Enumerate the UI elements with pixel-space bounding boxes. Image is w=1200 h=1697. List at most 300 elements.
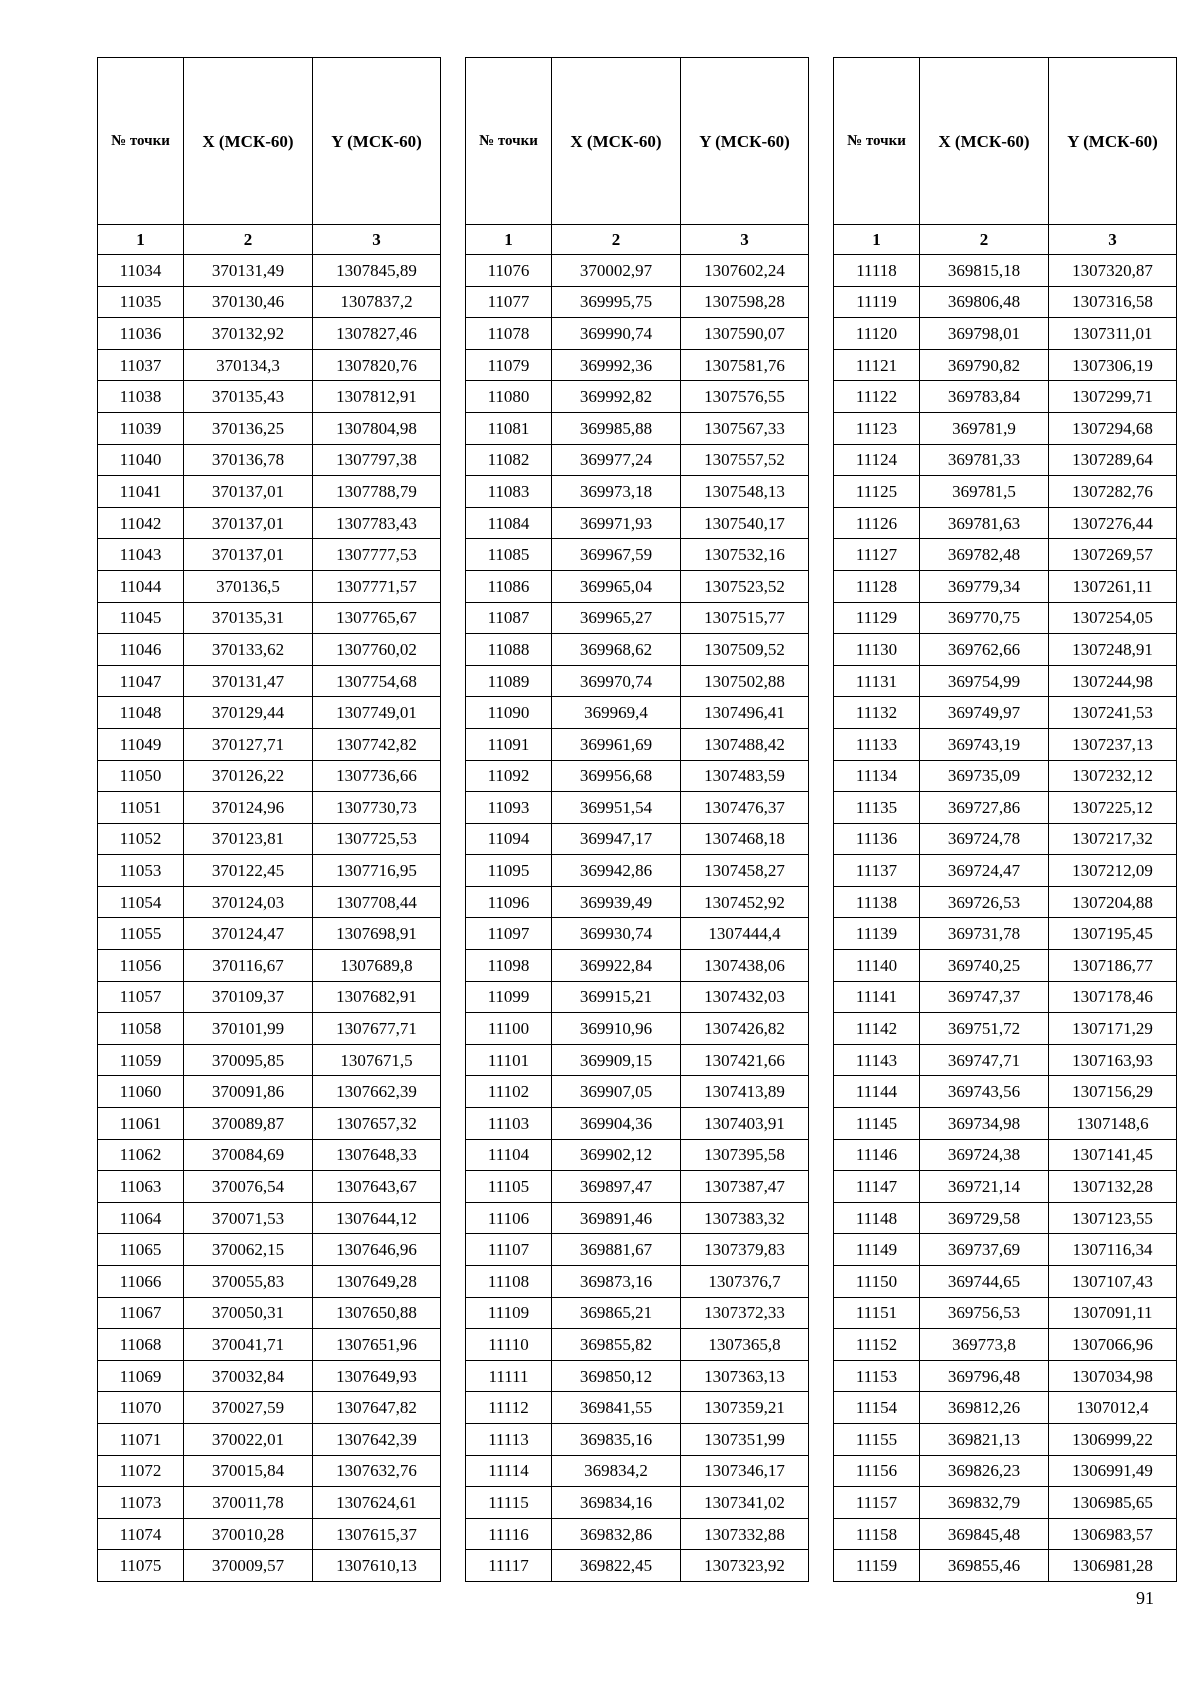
x-coordinate-cell: 370131,47 bbox=[184, 665, 313, 697]
y-coordinate-cell: 1307749,01 bbox=[313, 697, 441, 729]
x-coordinate-cell: 369749,97 bbox=[920, 697, 1049, 729]
y-coordinate-cell: 1307496,41 bbox=[681, 697, 809, 729]
table-row bbox=[98, 792, 441, 824]
point-number-cell: 11143 bbox=[834, 1044, 920, 1076]
point-number-cell: 11145 bbox=[834, 1108, 920, 1140]
x-coordinate-cell: 369850,12 bbox=[552, 1360, 681, 1392]
x-coordinate-cell: 370132,92 bbox=[184, 318, 313, 350]
coordinates-table-1 bbox=[97, 57, 441, 1582]
table-row bbox=[834, 1297, 1177, 1329]
x-coordinate-cell: 369951,54 bbox=[552, 792, 681, 824]
table-row bbox=[466, 1550, 809, 1582]
y-coordinate-cell: 1307610,13 bbox=[313, 1550, 441, 1582]
table-row bbox=[98, 255, 441, 287]
table-row bbox=[98, 950, 441, 982]
y-coordinate-cell: 1307488,42 bbox=[681, 728, 809, 760]
y-coordinate-cell: 1307282,76 bbox=[1049, 476, 1177, 508]
table-row bbox=[834, 1234, 1177, 1266]
x-coordinate-cell: 369731,78 bbox=[920, 918, 1049, 950]
y-coordinate-cell: 1307532,16 bbox=[681, 539, 809, 571]
table-row bbox=[466, 1392, 809, 1424]
table-row bbox=[834, 1076, 1177, 1108]
x-coordinate-cell: 369956,68 bbox=[552, 760, 681, 792]
column-index: 2 bbox=[552, 225, 681, 255]
x-coordinate-cell: 369904,36 bbox=[552, 1108, 681, 1140]
y-coordinate-cell: 1307651,96 bbox=[313, 1329, 441, 1361]
y-coordinate-cell: 1307662,39 bbox=[313, 1076, 441, 1108]
point-number-cell: 11084 bbox=[466, 507, 552, 539]
x-coordinate-cell: 369727,86 bbox=[920, 792, 1049, 824]
point-number-cell: 11139 bbox=[834, 918, 920, 950]
table-row bbox=[98, 1234, 441, 1266]
y-coordinate-cell: 1307716,95 bbox=[313, 855, 441, 887]
table-row bbox=[834, 602, 1177, 634]
table-row bbox=[466, 1202, 809, 1234]
point-number-cell: 11118 bbox=[834, 255, 920, 287]
point-number-cell: 11140 bbox=[834, 950, 920, 982]
table-row bbox=[466, 665, 809, 697]
x-coordinate-cell: 370101,99 bbox=[184, 1013, 313, 1045]
y-coordinate-cell: 1307797,38 bbox=[313, 444, 441, 476]
table-row bbox=[834, 476, 1177, 508]
point-number-cell: 11044 bbox=[98, 570, 184, 602]
header-point-number: № точки bbox=[834, 58, 920, 225]
x-coordinate-cell: 369832,86 bbox=[552, 1518, 681, 1550]
y-coordinate-cell: 1307225,12 bbox=[1049, 792, 1177, 824]
y-coordinate-cell: 1307502,88 bbox=[681, 665, 809, 697]
x-coordinate-cell: 370124,47 bbox=[184, 918, 313, 950]
table-row bbox=[98, 1423, 441, 1455]
y-coordinate-cell: 1307567,33 bbox=[681, 412, 809, 444]
point-number-cell: 11119 bbox=[834, 286, 920, 318]
table-row bbox=[98, 476, 441, 508]
table-row bbox=[98, 1518, 441, 1550]
y-coordinate-cell: 1307483,59 bbox=[681, 760, 809, 792]
x-coordinate-cell: 369973,18 bbox=[552, 476, 681, 508]
x-coordinate-cell: 369762,66 bbox=[920, 634, 1049, 666]
point-number-cell: 11148 bbox=[834, 1202, 920, 1234]
y-coordinate-cell: 1307379,83 bbox=[681, 1234, 809, 1266]
x-coordinate-cell: 369907,05 bbox=[552, 1076, 681, 1108]
y-coordinate-cell: 1307837,2 bbox=[313, 286, 441, 318]
x-coordinate-cell: 370123,81 bbox=[184, 823, 313, 855]
y-coordinate-cell: 1307376,7 bbox=[681, 1266, 809, 1298]
y-coordinate-cell: 1307647,82 bbox=[313, 1392, 441, 1424]
y-coordinate-cell: 1307725,53 bbox=[313, 823, 441, 855]
point-number-cell: 11095 bbox=[466, 855, 552, 887]
table-row bbox=[834, 318, 1177, 350]
table-row bbox=[834, 697, 1177, 729]
coordinates-table-2 bbox=[465, 57, 809, 1582]
table-row bbox=[466, 1044, 809, 1076]
y-coordinate-cell: 1307383,32 bbox=[681, 1202, 809, 1234]
point-number-cell: 11124 bbox=[834, 444, 920, 476]
point-number-cell: 11109 bbox=[466, 1297, 552, 1329]
point-number-cell: 11086 bbox=[466, 570, 552, 602]
y-coordinate-cell: 1307346,17 bbox=[681, 1455, 809, 1487]
table-row bbox=[466, 950, 809, 982]
x-coordinate-cell: 370084,69 bbox=[184, 1139, 313, 1171]
table-row bbox=[466, 255, 809, 287]
table-row bbox=[834, 886, 1177, 918]
table-row bbox=[466, 1360, 809, 1392]
y-coordinate-cell: 1307777,53 bbox=[313, 539, 441, 571]
x-coordinate-cell: 369897,47 bbox=[552, 1171, 681, 1203]
y-coordinate-cell: 1307351,99 bbox=[681, 1423, 809, 1455]
x-coordinate-cell: 369743,56 bbox=[920, 1076, 1049, 1108]
point-number-cell: 11069 bbox=[98, 1360, 184, 1392]
x-coordinate-cell: 370136,25 bbox=[184, 412, 313, 444]
y-coordinate-cell: 1307643,67 bbox=[313, 1171, 441, 1203]
table-row bbox=[834, 728, 1177, 760]
point-number-cell: 11158 bbox=[834, 1518, 920, 1550]
point-number-cell: 11135 bbox=[834, 792, 920, 824]
y-coordinate-cell: 1307760,02 bbox=[313, 634, 441, 666]
point-number-cell: 11106 bbox=[466, 1202, 552, 1234]
table-row bbox=[834, 412, 1177, 444]
table-row bbox=[98, 760, 441, 792]
y-coordinate-cell: 1307444,4 bbox=[681, 918, 809, 950]
y-coordinate-cell: 1307615,37 bbox=[313, 1518, 441, 1550]
y-coordinate-cell: 1307646,96 bbox=[313, 1234, 441, 1266]
y-coordinate-cell: 1307289,64 bbox=[1049, 444, 1177, 476]
y-coordinate-cell: 1307421,66 bbox=[681, 1044, 809, 1076]
y-coordinate-cell: 1307648,33 bbox=[313, 1139, 441, 1171]
table-row bbox=[466, 728, 809, 760]
y-coordinate-cell: 1307649,93 bbox=[313, 1360, 441, 1392]
table-row bbox=[466, 539, 809, 571]
point-number-cell: 11137 bbox=[834, 855, 920, 887]
table-row bbox=[98, 444, 441, 476]
point-number-cell: 11110 bbox=[466, 1329, 552, 1361]
point-number-cell: 11087 bbox=[466, 602, 552, 634]
table-row bbox=[834, 855, 1177, 887]
table-row bbox=[834, 1013, 1177, 1045]
point-number-cell: 11045 bbox=[98, 602, 184, 634]
point-number-cell: 11153 bbox=[834, 1360, 920, 1392]
point-number-cell: 11085 bbox=[466, 539, 552, 571]
y-coordinate-cell: 1306983,57 bbox=[1049, 1518, 1177, 1550]
x-coordinate-cell: 369990,74 bbox=[552, 318, 681, 350]
y-coordinate-cell: 1307186,77 bbox=[1049, 950, 1177, 982]
x-coordinate-cell: 369881,67 bbox=[552, 1234, 681, 1266]
x-coordinate-cell: 369977,24 bbox=[552, 444, 681, 476]
point-number-cell: 11138 bbox=[834, 886, 920, 918]
point-number-cell: 11082 bbox=[466, 444, 552, 476]
y-coordinate-cell: 1307682,91 bbox=[313, 981, 441, 1013]
point-number-cell: 11068 bbox=[98, 1329, 184, 1361]
x-coordinate-cell: 369855,46 bbox=[920, 1550, 1049, 1582]
point-number-cell: 11034 bbox=[98, 255, 184, 287]
y-coordinate-cell: 1307217,32 bbox=[1049, 823, 1177, 855]
y-coordinate-cell: 1307426,82 bbox=[681, 1013, 809, 1045]
point-number-cell: 11126 bbox=[834, 507, 920, 539]
x-coordinate-cell: 369724,78 bbox=[920, 823, 1049, 855]
table-row bbox=[98, 602, 441, 634]
point-number-cell: 11154 bbox=[834, 1392, 920, 1424]
y-coordinate-cell: 1307698,91 bbox=[313, 918, 441, 950]
point-number-cell: 11112 bbox=[466, 1392, 552, 1424]
y-coordinate-cell: 1307476,37 bbox=[681, 792, 809, 824]
point-number-cell: 11098 bbox=[466, 950, 552, 982]
x-coordinate-cell: 369995,75 bbox=[552, 286, 681, 318]
column-index: 1 bbox=[98, 225, 184, 255]
y-coordinate-cell: 1307372,33 bbox=[681, 1297, 809, 1329]
table-row bbox=[834, 381, 1177, 413]
y-coordinate-cell: 1307178,46 bbox=[1049, 981, 1177, 1013]
x-coordinate-cell: 370076,54 bbox=[184, 1171, 313, 1203]
x-coordinate-cell: 369922,84 bbox=[552, 950, 681, 982]
x-coordinate-cell: 369729,58 bbox=[920, 1202, 1049, 1234]
point-number-cell: 11083 bbox=[466, 476, 552, 508]
x-coordinate-cell: 369985,88 bbox=[552, 412, 681, 444]
column-index: 3 bbox=[681, 225, 809, 255]
table-row bbox=[98, 1297, 441, 1329]
x-coordinate-cell: 369737,69 bbox=[920, 1234, 1049, 1266]
x-coordinate-cell: 370136,78 bbox=[184, 444, 313, 476]
y-coordinate-cell: 1307232,12 bbox=[1049, 760, 1177, 792]
x-coordinate-cell: 369721,14 bbox=[920, 1171, 1049, 1203]
point-number-cell: 11101 bbox=[466, 1044, 552, 1076]
table-row bbox=[834, 760, 1177, 792]
x-coordinate-cell: 370131,49 bbox=[184, 255, 313, 287]
x-coordinate-cell: 370133,62 bbox=[184, 634, 313, 666]
y-coordinate-cell: 1307359,21 bbox=[681, 1392, 809, 1424]
table-row bbox=[834, 444, 1177, 476]
point-number-cell: 11056 bbox=[98, 950, 184, 982]
column-index: 3 bbox=[313, 225, 441, 255]
point-number-cell: 11146 bbox=[834, 1139, 920, 1171]
column-index: 2 bbox=[920, 225, 1049, 255]
table-row bbox=[98, 1392, 441, 1424]
y-coordinate-cell: 1307132,28 bbox=[1049, 1171, 1177, 1203]
y-coordinate-cell: 1307708,44 bbox=[313, 886, 441, 918]
table-row bbox=[98, 1171, 441, 1203]
y-coordinate-cell: 1307395,58 bbox=[681, 1139, 809, 1171]
table-row bbox=[98, 918, 441, 950]
x-coordinate-cell: 370022,01 bbox=[184, 1423, 313, 1455]
x-coordinate-cell: 369841,55 bbox=[552, 1392, 681, 1424]
y-coordinate-cell: 1307804,98 bbox=[313, 412, 441, 444]
table-row bbox=[98, 349, 441, 381]
point-number-cell: 11097 bbox=[466, 918, 552, 950]
table-row bbox=[466, 476, 809, 508]
table-row bbox=[466, 855, 809, 887]
header-x: X (МСК-60) bbox=[920, 58, 1049, 225]
y-coordinate-cell: 1306999,22 bbox=[1049, 1423, 1177, 1455]
table-row bbox=[466, 1487, 809, 1519]
x-coordinate-cell: 369834,16 bbox=[552, 1487, 681, 1519]
y-coordinate-cell: 1307632,76 bbox=[313, 1455, 441, 1487]
x-coordinate-cell: 369734,98 bbox=[920, 1108, 1049, 1140]
page-number: 91 bbox=[1136, 1588, 1154, 1608]
x-coordinate-cell: 370124,03 bbox=[184, 886, 313, 918]
x-coordinate-cell: 370055,83 bbox=[184, 1266, 313, 1298]
point-number-cell: 11050 bbox=[98, 760, 184, 792]
y-coordinate-cell: 1307730,73 bbox=[313, 792, 441, 824]
y-coordinate-cell: 1307689,8 bbox=[313, 950, 441, 982]
y-coordinate-cell: 1307332,88 bbox=[681, 1518, 809, 1550]
point-number-cell: 11079 bbox=[466, 349, 552, 381]
point-number-cell: 11042 bbox=[98, 507, 184, 539]
table-row bbox=[98, 886, 441, 918]
table-row bbox=[466, 886, 809, 918]
header-x: X (МСК-60) bbox=[184, 58, 313, 225]
point-number-cell: 11057 bbox=[98, 981, 184, 1013]
table-row bbox=[834, 823, 1177, 855]
y-coordinate-cell: 1307458,27 bbox=[681, 855, 809, 887]
y-coordinate-cell: 1307107,43 bbox=[1049, 1266, 1177, 1298]
x-coordinate-cell: 369782,48 bbox=[920, 539, 1049, 571]
x-coordinate-cell: 369821,13 bbox=[920, 1423, 1049, 1455]
x-coordinate-cell: 369939,49 bbox=[552, 886, 681, 918]
x-coordinate-cell: 369965,27 bbox=[552, 602, 681, 634]
x-coordinate-cell: 370002,97 bbox=[552, 255, 681, 287]
header-point-number: № точки bbox=[98, 58, 184, 225]
point-number-cell: 11066 bbox=[98, 1266, 184, 1298]
x-coordinate-cell: 370015,84 bbox=[184, 1455, 313, 1487]
point-number-cell: 11049 bbox=[98, 728, 184, 760]
table-row bbox=[834, 1171, 1177, 1203]
point-number-cell: 11115 bbox=[466, 1487, 552, 1519]
y-coordinate-cell: 1307294,68 bbox=[1049, 412, 1177, 444]
table-row bbox=[466, 602, 809, 634]
y-coordinate-cell: 1307413,89 bbox=[681, 1076, 809, 1108]
table-row bbox=[834, 1139, 1177, 1171]
y-coordinate-cell: 1307195,45 bbox=[1049, 918, 1177, 950]
point-number-cell: 11102 bbox=[466, 1076, 552, 1108]
point-number-cell: 11113 bbox=[466, 1423, 552, 1455]
y-coordinate-cell: 1307141,45 bbox=[1049, 1139, 1177, 1171]
x-coordinate-cell: 369835,16 bbox=[552, 1423, 681, 1455]
point-number-cell: 11114 bbox=[466, 1455, 552, 1487]
y-coordinate-cell: 1307365,8 bbox=[681, 1329, 809, 1361]
y-coordinate-cell: 1307241,53 bbox=[1049, 697, 1177, 729]
table-row bbox=[834, 981, 1177, 1013]
y-coordinate-cell: 1307742,82 bbox=[313, 728, 441, 760]
table-row bbox=[98, 1360, 441, 1392]
y-coordinate-cell: 1307671,5 bbox=[313, 1044, 441, 1076]
table-row bbox=[98, 823, 441, 855]
point-number-cell: 11060 bbox=[98, 1076, 184, 1108]
x-coordinate-cell: 369796,48 bbox=[920, 1360, 1049, 1392]
x-coordinate-cell: 369770,75 bbox=[920, 602, 1049, 634]
table-row bbox=[834, 634, 1177, 666]
x-coordinate-cell: 370126,22 bbox=[184, 760, 313, 792]
x-coordinate-cell: 369968,62 bbox=[552, 634, 681, 666]
y-coordinate-cell: 1306991,49 bbox=[1049, 1455, 1177, 1487]
y-coordinate-cell: 1307642,39 bbox=[313, 1423, 441, 1455]
point-number-cell: 11092 bbox=[466, 760, 552, 792]
table-row bbox=[466, 1455, 809, 1487]
table-row bbox=[466, 1329, 809, 1361]
x-coordinate-cell: 369969,4 bbox=[552, 697, 681, 729]
y-coordinate-cell: 1307261,11 bbox=[1049, 570, 1177, 602]
x-coordinate-cell: 369743,19 bbox=[920, 728, 1049, 760]
table-row bbox=[98, 1550, 441, 1582]
y-coordinate-cell: 1307316,58 bbox=[1049, 286, 1177, 318]
y-coordinate-cell: 1307650,88 bbox=[313, 1297, 441, 1329]
x-coordinate-cell: 370135,31 bbox=[184, 602, 313, 634]
x-coordinate-cell: 370032,84 bbox=[184, 1360, 313, 1392]
x-coordinate-cell: 370062,15 bbox=[184, 1234, 313, 1266]
y-coordinate-cell: 1307432,03 bbox=[681, 981, 809, 1013]
header-y: Y (МСК-60) bbox=[1049, 58, 1177, 225]
y-coordinate-cell: 1307783,43 bbox=[313, 507, 441, 539]
y-coordinate-cell: 1307148,6 bbox=[1049, 1108, 1177, 1140]
point-number-cell: 11151 bbox=[834, 1297, 920, 1329]
x-coordinate-cell: 370009,57 bbox=[184, 1550, 313, 1582]
x-coordinate-cell: 369822,45 bbox=[552, 1550, 681, 1582]
table-row bbox=[466, 918, 809, 950]
table-row bbox=[466, 697, 809, 729]
table-row bbox=[98, 1108, 441, 1140]
table-row bbox=[834, 918, 1177, 950]
y-coordinate-cell: 1307827,46 bbox=[313, 318, 441, 350]
table-row bbox=[834, 349, 1177, 381]
point-number-cell: 11121 bbox=[834, 349, 920, 381]
y-coordinate-cell: 1307012,4 bbox=[1049, 1392, 1177, 1424]
table-row bbox=[834, 1518, 1177, 1550]
table-row bbox=[98, 697, 441, 729]
point-number-cell: 11156 bbox=[834, 1455, 920, 1487]
point-number-cell: 11159 bbox=[834, 1550, 920, 1582]
x-coordinate-cell: 369781,9 bbox=[920, 412, 1049, 444]
point-number-cell: 11070 bbox=[98, 1392, 184, 1424]
y-coordinate-cell: 1307276,44 bbox=[1049, 507, 1177, 539]
point-number-cell: 11142 bbox=[834, 1013, 920, 1045]
table-row bbox=[834, 570, 1177, 602]
column-index: 1 bbox=[834, 225, 920, 255]
y-coordinate-cell: 1307311,01 bbox=[1049, 318, 1177, 350]
point-number-cell: 11059 bbox=[98, 1044, 184, 1076]
x-coordinate-cell: 370109,37 bbox=[184, 981, 313, 1013]
x-coordinate-cell: 370011,78 bbox=[184, 1487, 313, 1519]
point-number-cell: 11134 bbox=[834, 760, 920, 792]
table-row bbox=[98, 1202, 441, 1234]
table-row bbox=[98, 728, 441, 760]
y-coordinate-cell: 1307602,24 bbox=[681, 255, 809, 287]
y-coordinate-cell: 1307771,57 bbox=[313, 570, 441, 602]
x-coordinate-cell: 370127,71 bbox=[184, 728, 313, 760]
table-row bbox=[98, 665, 441, 697]
point-number-cell: 11074 bbox=[98, 1518, 184, 1550]
x-coordinate-cell: 369961,69 bbox=[552, 728, 681, 760]
table-row bbox=[98, 634, 441, 666]
y-coordinate-cell: 1307341,02 bbox=[681, 1487, 809, 1519]
y-coordinate-cell: 1307403,91 bbox=[681, 1108, 809, 1140]
y-coordinate-cell: 1307598,28 bbox=[681, 286, 809, 318]
x-coordinate-cell: 370124,96 bbox=[184, 792, 313, 824]
table-row bbox=[466, 1234, 809, 1266]
x-coordinate-cell: 369865,21 bbox=[552, 1297, 681, 1329]
point-number-cell: 11091 bbox=[466, 728, 552, 760]
x-coordinate-cell: 369781,33 bbox=[920, 444, 1049, 476]
table-row bbox=[834, 1329, 1177, 1361]
point-number-cell: 11099 bbox=[466, 981, 552, 1013]
point-number-cell: 11073 bbox=[98, 1487, 184, 1519]
point-number-cell: 11077 bbox=[466, 286, 552, 318]
point-number-cell: 11111 bbox=[466, 1360, 552, 1392]
table-row bbox=[98, 570, 441, 602]
x-coordinate-cell: 369915,21 bbox=[552, 981, 681, 1013]
x-coordinate-cell: 369909,15 bbox=[552, 1044, 681, 1076]
point-number-cell: 11037 bbox=[98, 349, 184, 381]
x-coordinate-cell: 369942,86 bbox=[552, 855, 681, 887]
coordinates-table-3 bbox=[833, 57, 1177, 1582]
y-coordinate-cell: 1307323,92 bbox=[681, 1550, 809, 1582]
point-number-cell: 11038 bbox=[98, 381, 184, 413]
